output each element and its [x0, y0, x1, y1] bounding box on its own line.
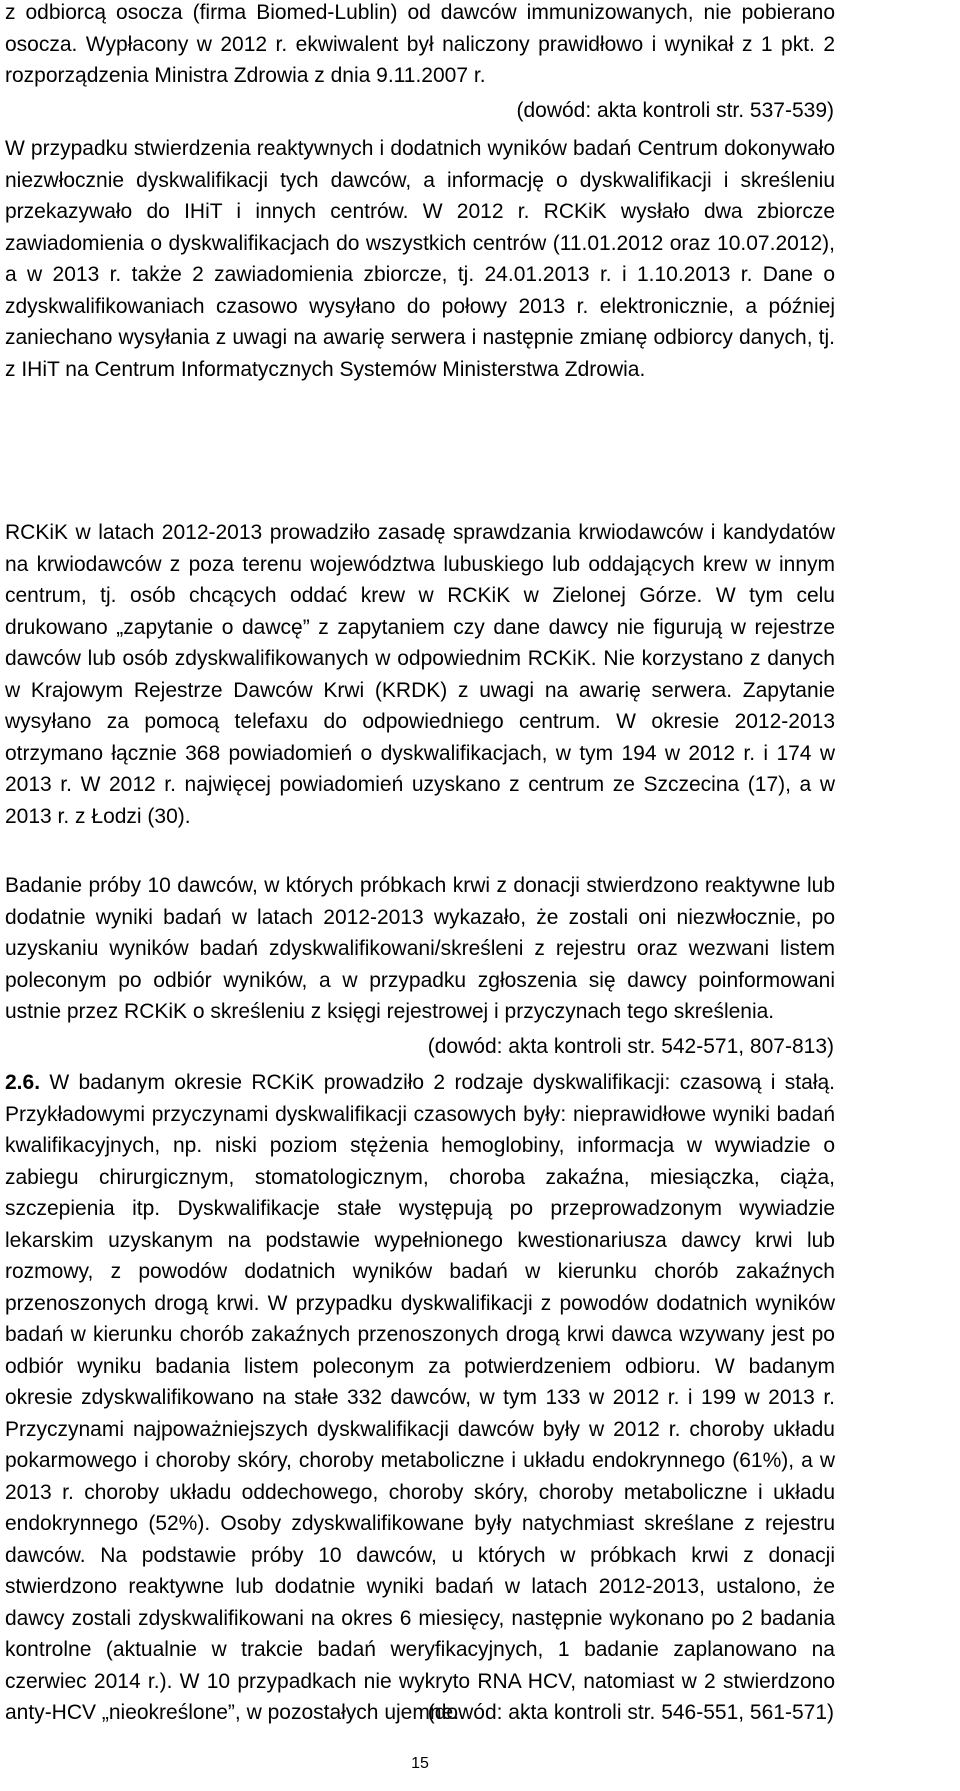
paragraph-plasma-recipient: z odbiorcą osocza (firma Biomed-Lublin) od dawców immunizowanych, nie pobierano osocza. Wypłacony w 2012 r. ekwiwalent był naliczony prawidłowo i wynikał z 1 pkt. 2 rozporządzenia Ministra Zdrowia z dnia 9.11.2007 r. [5, 1, 835, 87]
evidence-reference-2: (dowód: akta kontroli str. 542-571, 807-813) [427, 1035, 834, 1058]
section-2-6-text: W badanym okresie RCKiK prowadziło 2 rodzaje dyskwalifikacji: czasową i stałą. Przykładowymi przyczynami dyskwalifikacji czasowych były: nieprawidłowe wyniki badań kwalifikacyjnych, np. niski poziom stężenia hemoglobiny, informacja w wywiadzie o zabiegu chirurgicznym, stomatologicznym, choroba zakaźna, miesiączka, ciąża, szczepienia itp. Dyskwalifikacje stałe występują po przeprowadzonym wywiadzie lekarskim uzyskanym na podstawie wypełnionego kwestionariusza dawcy krwi lub rozmowy, z powodów dodatnich wyników badań w kierunku chorób zakaźnych przenoszonych drogą krwi. W przypadku dyskwalifikacji z powodów dodatnich wyników badań w kierunku chorób zakaźnych przenoszonych drogą krwi dawca wzywany jest po odbiór wyniku badania listem poleconym za potwierdzeniem odbioru. W badanym okresie zdyskwalifikowano na stałe 332 dawców, w tym 133 w 2012 r. i 199 w 2013 r. Przyczynami najpoważniejszych dyskwalifikacji dawców były w 2012 r. choroby układu pokarmowego i choroby skóry, choroby metaboliczne i układu endokrynnego (61%), a w 2013 r. choroby układu oddechowego, choroby skóry, choroby metaboliczne i układu endokrynnego (52%). Osoby zdyskwalifikowane były natychmiast skreślane z rejestru dawców. Na podstawie próby 10 dawców, u których w próbkach krwi z donacji stwierdzono reaktywne lub dodatnie wyniki badań w latach 2012-2013, ustalono, że dawcy zostali zdyskwalifikowani na okres 6 miesięcy, następnie wykonano po 2 badania kontrolne (aktualnie w trakcie badań weryfikacyjnych, 1 badanie zaplanowano na czerwiec 2014 r.). W 10 przypadkach nie wykryto RNA HCV, natomiast w 2 stwierdzono anty-HCV „nieokreślone”, w pozostałych ujemne. [5, 1071, 835, 1724]
evidence-reference-1: (dowód: akta kontroli str. 537-539) [516, 99, 834, 122]
paragraph-donor-verification: RCKiK w latach 2012-2013 prowadziło zasadę sprawdzania krwiodawców i kandydatów na krwiodawców z poza terenu województwa lubuskiego lub oddających krew w innym centrum, tj. osób chcących oddać krew w RCKiK w Zielonej Górze. W tym celu drukowano „zapytanie o dawcę” z zapytaniem czy dane dawcy nie figurują w rejestrze dawców lub osób zdyskwalifikowanych w odpowiednim RCKiK. Nie korzystano z danych w Krajowym Rejestrze Dawców Krwi (KRDK) z uwagi na awarię serwera. Zapytanie wysyłano za pomocą telefaxu do odpowiedniego centrum. W okresie 2012-2013 otrzymano łącznie 368 powiadomień o dyskwalifikacjach, w tym 194 w 2012 r. i 174 w 2013 r. W 2012 r. najwięcej powiadomień uzyskano z centrum ze Szczecina (17), a w 2013 r. z Łodzi (30). [5, 521, 835, 828]
paragraph-disqualification-notices: W przypadku stwierdzenia reaktywnych i dodatnich wyników badań Centrum dokonywało niezwłocznie dyskwalifikacji tych dawców, a informację o dyskwalifikacji i skreśleniu przekazywało do IHiT i innych centrów. W 2012 r. RCKiK wysłało dwa zbiorcze zawiadomienia o dyskwalifikacjach do wszystkich centrów (11.01.2012 oraz 10.07.2012), a w 2013 r. także 2 zawiadomienia zbiorcze, tj. 24.01.2013 r. i 1.10.2013 r. Dane o zdyskwalifikowaniach czasowo wysyłano do połowy 2013 r. elektronicznie, a później zaniechano wysyłania z uwagi na awarię serwera i następnie zmianę odbiorcy danych, tj. z IHiT na Centrum Informatycznych Systemów Ministerstwa Zdrowia. [5, 137, 835, 381]
evidence-reference-3: (dowód: akta kontroli str. 546-551, 561-571) [427, 1701, 834, 1724]
section-2-6-paragraph [5, 1067, 835, 1729]
page-number: 15 [411, 1755, 429, 1772]
paragraph-sample-study: Badanie próby 10 dawców, w których próbkach krwi z donacji stwierdzono reaktywne lub dodatnie wyniki badań w latach 2012-2013 wykazało, że zostali oni niezwłocznie, po uzyskaniu wyników badań zdyskwalifikowani/skreśleni z rejestru oraz wezwani listem poleconym po odbiór wyników, a w przypadku zgłoszenia się dawcy poinformowani ustnie przez RCKiK o skreśleniu z księgi rejestrowej i przyczynach tego skreślenia. [5, 874, 835, 1023]
section-number: 2.6. [5, 1071, 41, 1094]
